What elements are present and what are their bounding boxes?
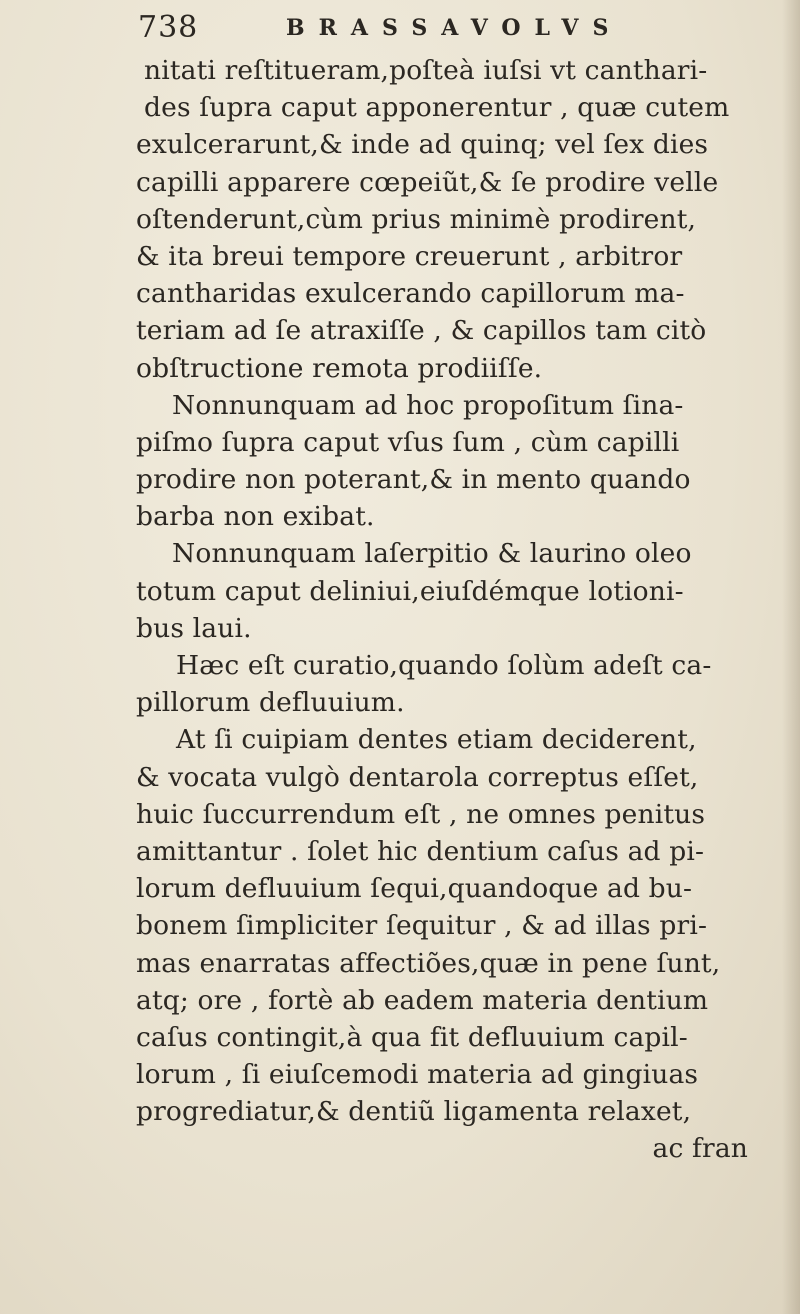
text-line: des ſupra caput apponerentur , quæ cutem: [144, 92, 730, 124]
text-line: & ita breui tempore creuerunt , arbitror: [136, 240, 683, 272]
text-line: mas enarratas affectiões,quæ in pene ſunt,: [136, 947, 721, 979]
paragraph-start-line: Nonnunquam ad hoc propoſitum ſina-: [172, 389, 684, 421]
text-line: progrediatur,& dentiũ ligamenta relaxet,: [136, 1096, 692, 1128]
text-line: exulcerarunt,& inde ad quinq; vel ſex dies: [136, 129, 709, 161]
text-line: teriam ad ſe atraxiſſe , & capillos tam citò: [136, 315, 707, 347]
body-text: [128, 52, 768, 1168]
text-line: huic ſuccurrendum eſt , ne omnes penitus: [136, 798, 706, 830]
page-number: 738: [138, 10, 199, 45]
paragraph-start-line: Hæc eſt curatio,quando ſolùm adeſt ca-: [176, 650, 712, 681]
catchword: ac fran: [652, 1133, 748, 1165]
text-line: piſmo ſupra caput vſus ſum , cùm capilli: [136, 426, 680, 458]
text-line: amittantur . ſolet hic dentium caſus ad pi-: [136, 835, 705, 867]
paragraph-start-line: At ſi cuipiam dentes etiam deciderent,: [176, 724, 697, 756]
text-line: cantharidas exulcerando capillorum ma-: [136, 278, 685, 310]
text-line: totum caput deliniui,eiuſdémque lotioni-: [136, 575, 684, 607]
text-line: lorum defluuium ſequi,quandoque ad bu-: [136, 873, 693, 905]
text-line: prodire non poterant,& in mento quando: [136, 464, 691, 496]
text-line: barba non exibat.: [136, 501, 375, 533]
text-line: & vocata vulgò dentarola correptus eſſet,: [136, 761, 699, 793]
text-line: bus laui.: [136, 612, 252, 644]
page-header: [138, 10, 658, 50]
paragraph-start-line: Nonnunquam laſerpitio & laurino oleo: [172, 538, 692, 570]
page-edge-shadow: [782, 0, 800, 1314]
text-line: pillorum defluuium.: [136, 687, 405, 719]
text-line: nitati reſtitueram,poſteà iuſsi vt canthari-: [144, 55, 708, 86]
text-line: obſtructione remota prodiiſſe.: [136, 352, 543, 384]
running-head: BRASSAVOLVS: [286, 15, 623, 41]
text-line: lorum , ſi eiuſcemodi materia ad gingiuas: [136, 1059, 699, 1091]
text-line: caſus contingit,à qua fit defluuium capil-: [136, 1021, 688, 1053]
text-line: capilli apparere cœpeiũt,& ſe prodire velle: [136, 166, 719, 198]
text-line: bonem ſimpliciter ſequitur , & ad illas pri-: [136, 910, 708, 942]
text-line: oſtenderunt,cùm prius minimè prodirent,: [136, 203, 697, 235]
text-line: atq; ore , fortè ab eadem materia dentium: [136, 984, 709, 1016]
